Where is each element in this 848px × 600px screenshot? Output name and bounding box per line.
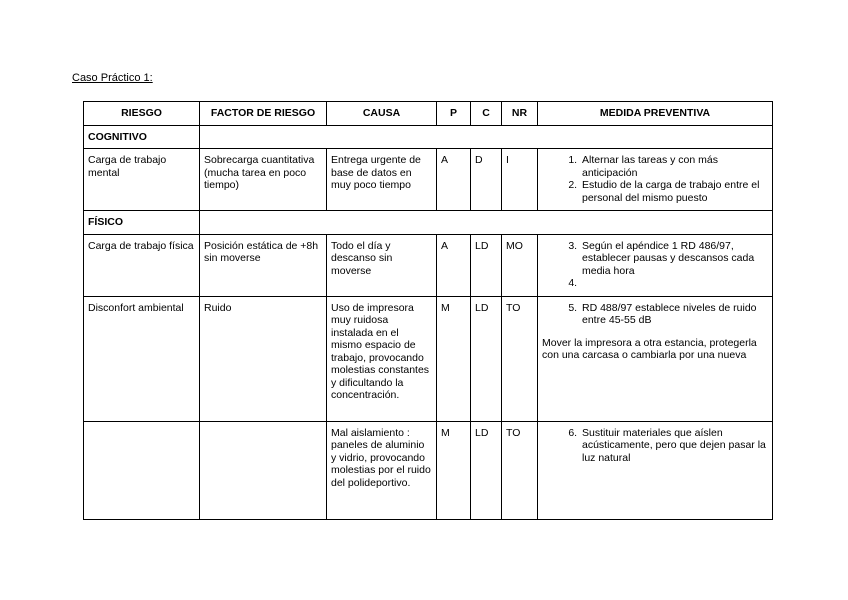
table-row xyxy=(84,296,773,421)
section-fisico: FÍSICO xyxy=(84,211,200,235)
medida-item: 6. Sustituir materiales que aíslen acústicamente, pero que dejen pasar la luz natural xyxy=(580,427,768,465)
cell-nr: TO xyxy=(502,421,538,519)
table-row xyxy=(84,149,773,211)
header-riesgo: RIESGO xyxy=(84,102,200,126)
cell-medida xyxy=(538,421,773,519)
cell-p: A xyxy=(437,149,471,211)
medida-item xyxy=(580,277,768,290)
cell-c: LD xyxy=(471,421,502,519)
medida-item: 3. Según el apéndice 1 RD 486/97, establecer pausas y descansos cada media hora xyxy=(580,240,768,278)
header-p: P xyxy=(437,102,471,126)
section-row-cognitivo xyxy=(84,125,773,149)
cell-c: LD xyxy=(471,296,502,421)
cell-p: A xyxy=(437,234,471,296)
cell-p: M xyxy=(437,421,471,519)
cell-nr: I xyxy=(502,149,538,211)
cell-medida xyxy=(538,149,773,211)
cell-riesgo: Carga de trabajo física xyxy=(84,234,200,296)
cell-factor: Ruido xyxy=(200,296,327,421)
cell-nr: TO xyxy=(502,296,538,421)
cell-medida xyxy=(538,296,773,421)
cell-riesgo: Disconfort ambiental xyxy=(84,296,200,421)
header-causa: CAUSA xyxy=(327,102,437,126)
cell-causa: Mal aislamiento : paneles de aluminio y vidrio, provocando molestias por el ruido del polideportivo. xyxy=(327,421,437,519)
cell-riesgo xyxy=(84,421,200,519)
header-c: C xyxy=(471,102,502,126)
cell-c: LD xyxy=(471,234,502,296)
medida-note: Mover la impresora a otra estancia, protegerla con una carcasa o cambiarla por una nueva xyxy=(542,336,757,361)
cell-nr: MO xyxy=(502,234,538,296)
cell-factor: Posición estática de +8h sin moverse xyxy=(200,234,327,296)
header-factor: FACTOR DE RIESGO xyxy=(200,102,327,126)
risk-table xyxy=(83,101,773,520)
section-cognitivo: COGNITIVO xyxy=(84,125,200,149)
table-row xyxy=(84,421,773,519)
cell-causa: Todo el día y descanso sin moverse xyxy=(327,234,437,296)
header-medida: MEDIDA PREVENTIVA xyxy=(538,102,773,126)
medida-item: 5. RD 488/97 establece niveles de ruido entre 45-55 dB xyxy=(580,302,768,327)
cell-factor: Sobrecarga cuantitativa (mucha tarea en poco tiempo) xyxy=(200,149,327,211)
cell-c: D xyxy=(471,149,502,211)
cell-medida xyxy=(538,234,773,296)
header-row xyxy=(84,102,773,126)
cell-causa: Entrega urgente de base de datos en muy poco tiempo xyxy=(327,149,437,211)
section-row-fisico xyxy=(84,211,773,235)
cell-factor xyxy=(200,421,327,519)
table-row xyxy=(84,234,773,296)
document-title: Caso Práctico 1: xyxy=(72,72,153,84)
header-nr: NR xyxy=(502,102,538,126)
cell-p: M xyxy=(437,296,471,421)
cell-riesgo: Carga de trabajo mental xyxy=(84,149,200,211)
medida-item: 1. Alternar las tareas y con más anticipación xyxy=(580,154,768,179)
medida-item: 2. Estudio de la carga de trabajo entre el personal del mismo puesto xyxy=(580,179,768,204)
cell-causa: Uso de impresora muy ruidosa instalada en el mismo espacio de trabajo, provocando molestias constantes y dificultando la concentración. xyxy=(327,296,437,421)
